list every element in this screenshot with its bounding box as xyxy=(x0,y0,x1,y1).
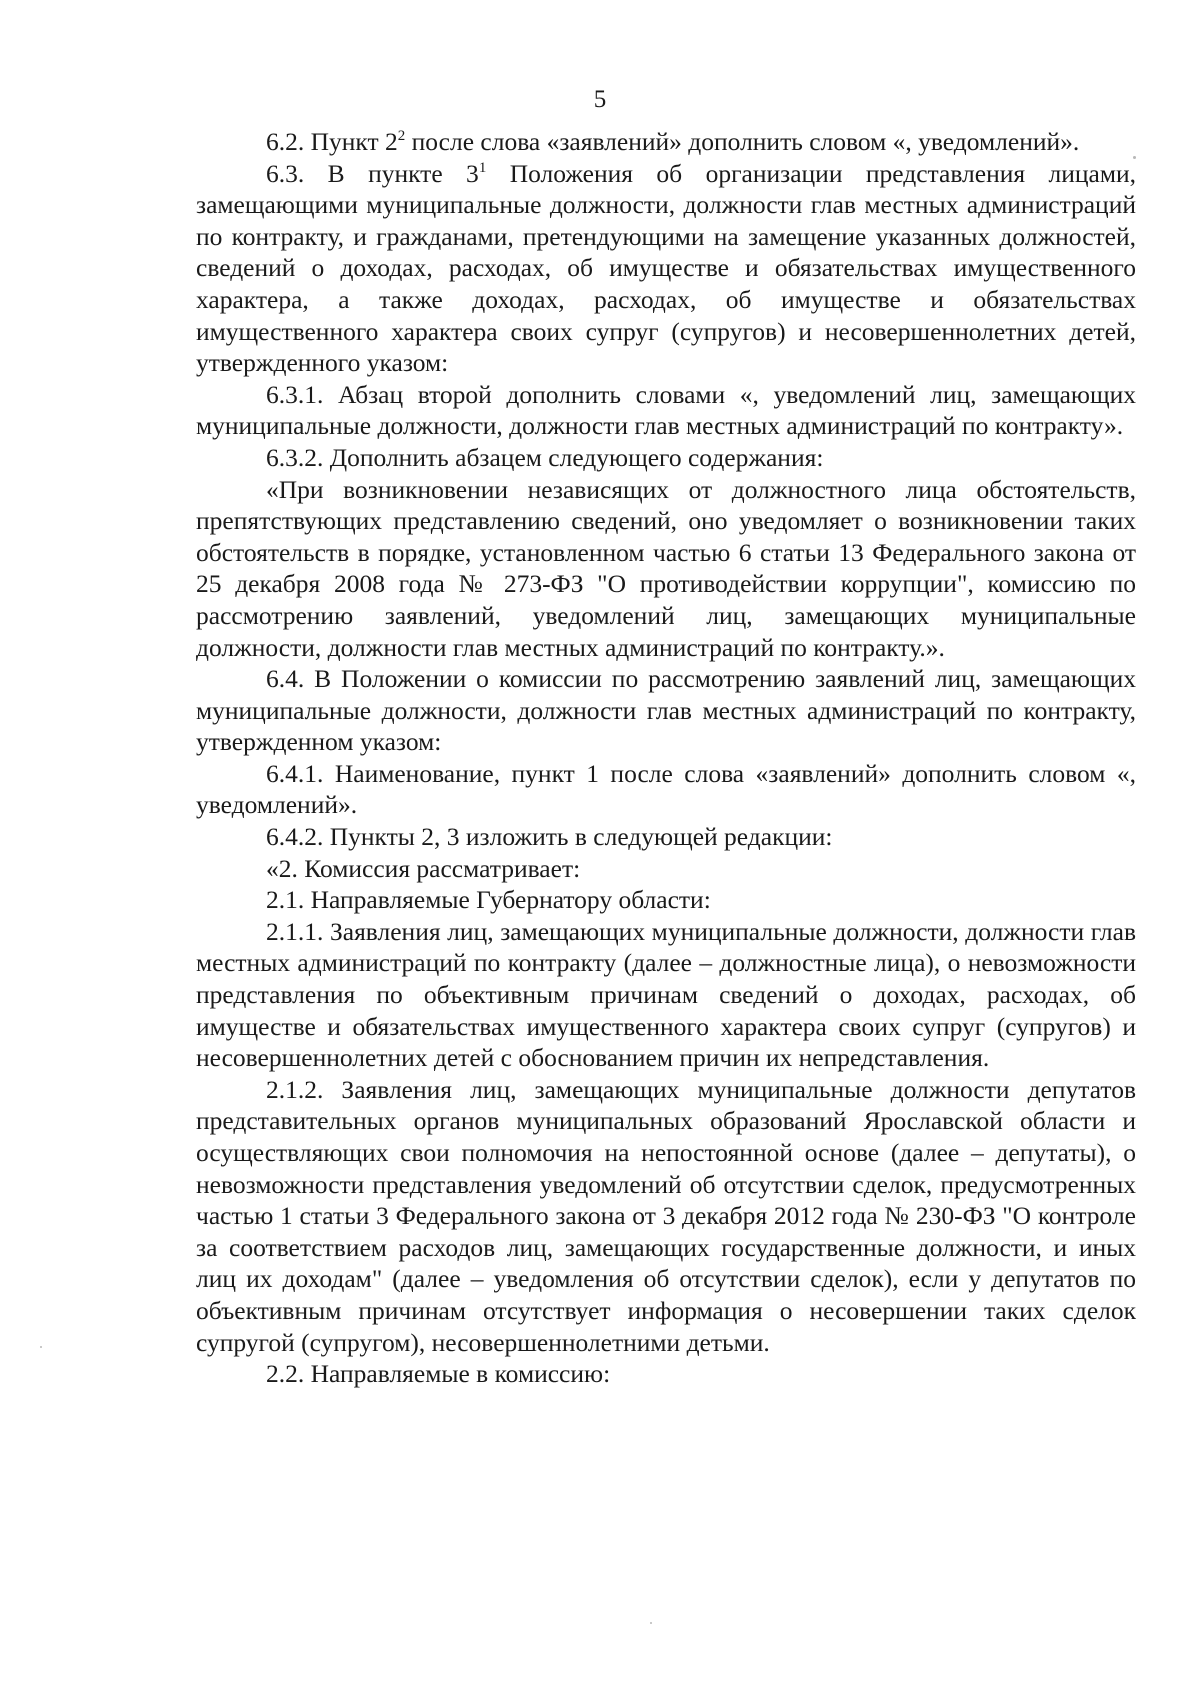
paragraph-text: 6.3. В пункте 3 xyxy=(266,158,479,188)
paragraph-2-2: 2.2. Направляемые в комиссию: xyxy=(266,1359,611,1389)
quoted-paragraph: «При возникновении независящих от должностного лица обстоятельств, препятствующих представлению сведений, оно уведомляет о возникновении таких обстоятельств в порядке, установленном частью 6 статьи 13 Федерального закона от 25 декабря 2008 года № 273-ФЗ "О противодействии коррупции", комиссию по рассмотрению заявлений, уведомлений лиц, замещающих муниципальные должности, должности глав местных администраций по контракту.». xyxy=(196,474,1136,662)
paragraph-6-3 xyxy=(196,158,1136,379)
document-body xyxy=(196,126,1136,1390)
superscript: 1 xyxy=(478,159,487,176)
paragraph-6-3-2: 6.3.2. Дополнить абзацем следующего содержания: xyxy=(266,442,824,472)
paragraph-text: после слова «заявлений» дополнить словом «, уведомлений». xyxy=(405,127,1080,156)
paragraph-text: 6.2. Пункт 2 xyxy=(266,127,398,156)
scan-speck xyxy=(650,1622,652,1624)
paragraph-6-4-1: 6.4.1. Наименование, пункт 1 после слова «заявлений» дополнить словом «, уведомлений». xyxy=(196,758,1136,820)
paragraph-2-1-2: 2.1.2. Заявления лиц, замещающих муниципальные должности депутатов представительных органов муниципальных образований Ярославской области и осуществляющих свои полномочия на непостоянной основе (далее – депутаты), о невозможности представления уведомлений об отсутствии сделок, предусмотренных частью 1 статьи 3 Федерального закона от 3 декабря 2012 года № 230-ФЗ "О контроле за соответствием расходов лиц, замещающих государственные должности, и иных лиц их доходам" (далее – уведомления об отсутствии сделок), если у депутатов по объективным причинам отсутствует информация о несовершении таких сделок супругой (супругом), несовершеннолетними детьми. xyxy=(196,1074,1136,1357)
paragraph-6-3-1: 6.3.1. Абзац второй дополнить словами «, уведомлений лиц, замещающих муниципальные должности, должности глав местных администраций по контракту». xyxy=(196,379,1136,441)
page-number: 5 xyxy=(593,86,607,113)
paragraph-text: Положения об организации представления лицами, замещающими муниципальные должности, должности глав местных администраций по контракту, и гражданами, претендующими на замещение указанных должностей, сведений о доходах, расходах, об имуществе и обязательствах имущественного характера, а также доходах, расходах, об имуществе и обязательствах имущественного характера своих супруг (супругов) и несовершеннолетних детей, утвержденного указом: xyxy=(196,158,1136,378)
paragraph-6-4-2: 6.4.2. Пункты 2, 3 изложить в следующей редакции: xyxy=(266,822,833,852)
scan-speck xyxy=(1133,156,1136,159)
scan-speck xyxy=(40,1346,42,1348)
paragraph-2-1-1: 2.1.1. Заявления лиц, замещающих муниципальные должности, должности глав местных администраций по контракту (далее – должностные лица), о невозможности представления по объективным причинам сведений о доходах, расходах, об имуществе и обязательствах имущественного характера своих супруг (супругов) и несовершеннолетних детей с обоснованием причин их непредставления. xyxy=(196,916,1136,1073)
paragraph-2-1: 2.1. Направляемые Губернатору области: xyxy=(266,885,711,915)
paragraph-6-2 xyxy=(196,126,1136,158)
superscript: 2 xyxy=(397,128,406,144)
paragraph-2: «2. Комиссия рассматривает: xyxy=(266,853,581,883)
paragraph-6-4: 6.4. В Положении о комиссии по рассмотрению заявлений лиц, замещающих муниципальные должности, должности глав местных администраций по контракту, утвержденном указом: xyxy=(196,664,1136,757)
